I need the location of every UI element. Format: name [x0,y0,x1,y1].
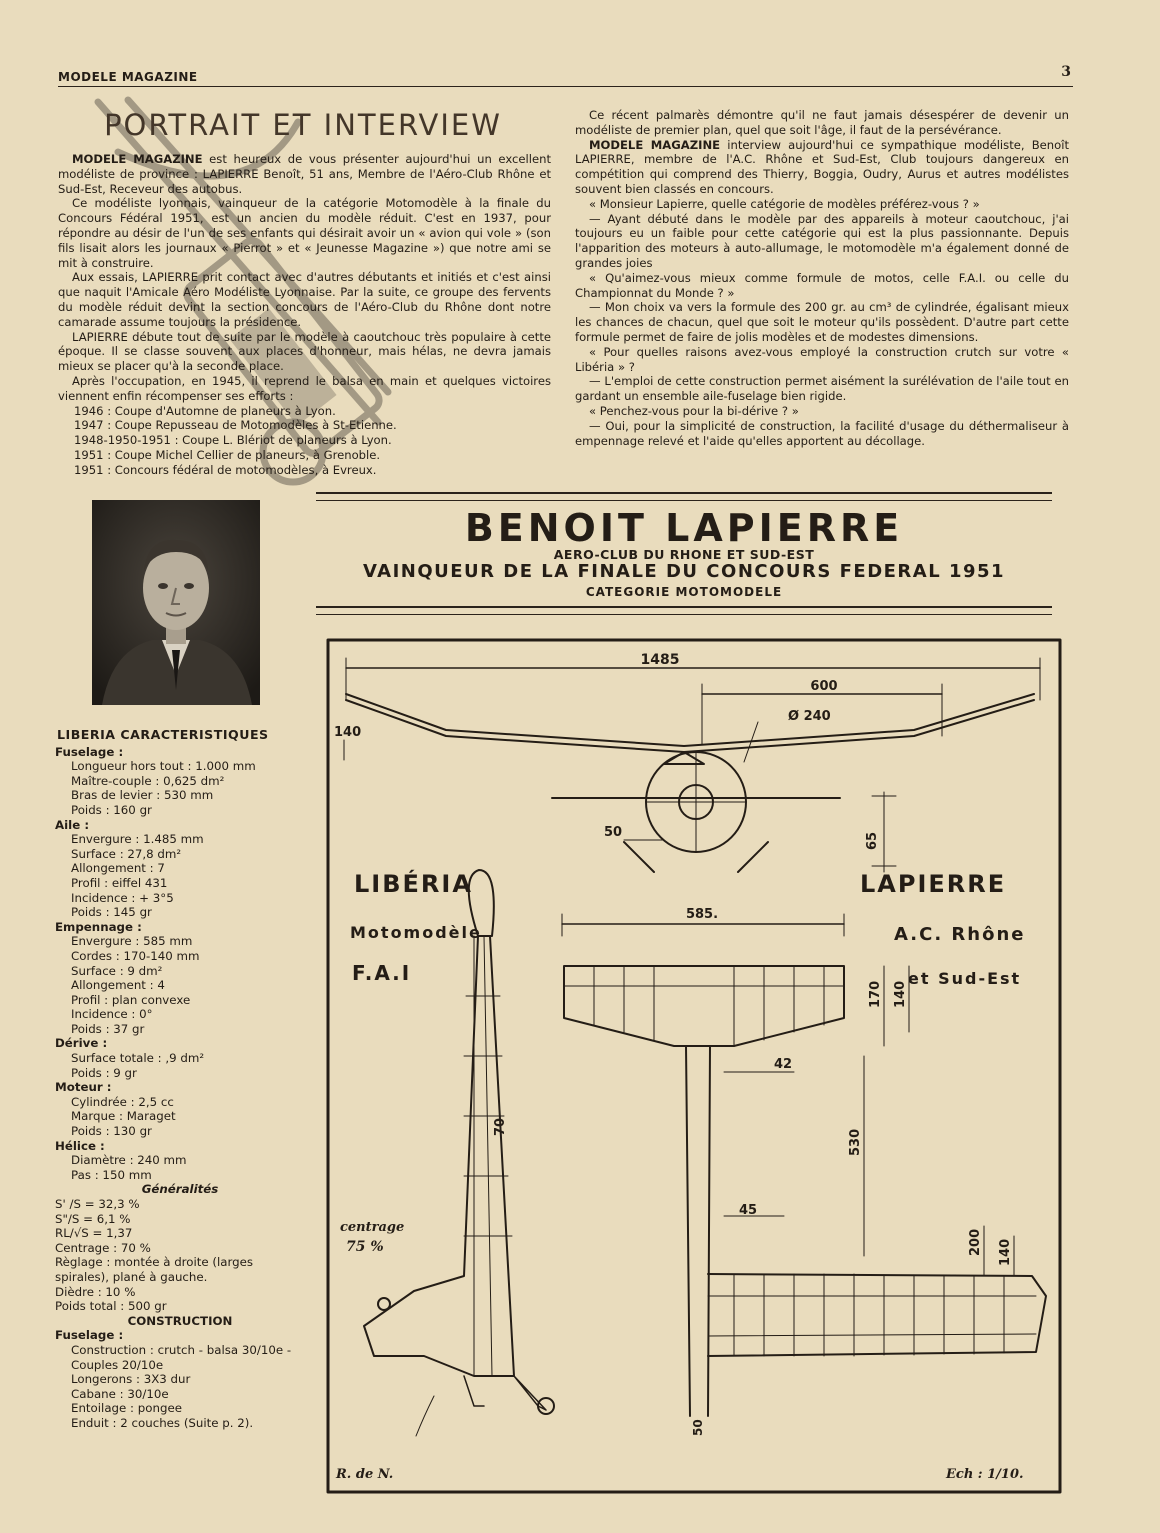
spec-item: Dièdre : 10 % [55,1284,136,1299]
wing-top-view [708,1274,1046,1356]
spec-item: Allongement : 4 [71,978,165,993]
spec-item: Poids : 130 gr [71,1124,152,1139]
spec-item: Poids : 37 gr [71,1021,145,1036]
spec-item: Diamètre : 240 mm [71,1153,187,1168]
centrage-label: centrage [340,1220,405,1235]
question-2: « Qu'aimez-vous mieux comme formule de motos, celle F.A.I. ou celle du Championnat du Monde ? » [575,270,1069,300]
question-1: « Monsieur Lapierre, quelle catégorie de modèles préférez-vous ? » [589,196,980,211]
winner-category: CATEGORIE MOTOMODELE [585,585,783,599]
spec-item: Surface totale : ,9 dm² [71,1051,205,1066]
spec-item: Profil : eiffel 431 [71,875,168,890]
intro-lead: MODELE MAGAZINE [72,152,203,166]
spec-item: Poids : 9 gr [71,1065,137,1080]
fuselage-top-view [686,1046,690,1416]
model-category: Motomodèle [350,923,482,942]
portrait-photo [92,500,260,705]
spec-item: Surface : 9 dm² [71,963,163,978]
spec-item: Entoilage : pongee [71,1401,182,1416]
designer-club: A.C. Rhône [894,924,1026,945]
designer-region: et Sud-Est [908,969,1022,988]
paragraph-2: Ce modéliste lyonnais, vainqueur de la catégorie Motomodèle à la finale du Concours Fédéral 1951, est un ancien du modèle réduit. C'est en 1937, pour répondre au désir de l'un de ses enfants qui désirait avoir un « avion qui vole » (son fils lisait alors les journaux « Pierrot » et « Jeunesse Magazine ») que notre ami se mit à construire. [58,196,551,270]
specs-heading: LIBERIA CARACTERISTIQUES [57,727,269,742]
model-class: F.A.I [352,961,412,985]
spec-group-aile: Aile : [55,817,90,832]
wing-front-view [346,694,1034,746]
dimension-label: 600 [810,679,838,694]
palmares-item: 1947 : Coupe Repusseau de Motomodèles à St-Etienne. [74,418,397,433]
spec-item: Cordes : 170-140 mm [71,948,200,963]
winner-title: VAINQUEUR DE LA FINALE DU CONCOURS FEDERAL 1951 [362,561,1006,582]
article-title: PORTRAIT ET INTERVIEW [104,108,502,142]
r2-lead: MODELE MAGAZINE [589,137,721,152]
palmares-item: 1946 : Coupe d'Automne de planeurs à Lyon. [74,403,336,418]
spec-item: Incidence : 0° [71,1007,153,1022]
spec-item: Centrage : 70 % [55,1240,151,1255]
winner-name: BENOIT LAPIERRE [464,506,904,550]
spec-item: Maître-couple : 0,625 dm² [71,773,225,788]
paragraph-3: Aux essais, LAPIERRE prit contact avec d'autres débutants et initiés et c'est ainsi que naquit l'Amicale Aéro Modéliste Lyonnaise. Par la suite, ce groupe des fervents du modèle réduit devint la section concours de l'Aéro-Club du Rhône dont notre camarade assume toujours la présidence. [58,270,551,329]
model-name: LIBÉRIA [354,870,473,898]
intro-paragraph [58,152,551,196]
spec-group-helice: Hélice : [55,1138,105,1153]
palmares-list [58,404,551,478]
paragraph-r1: Ce récent palmarès démontre qu'il ne faut jamais désespérer de devenir un modéliste de premier plan, quel que soit l'âge, il faut de la persévérance. [575,108,1069,137]
question-4: « Penchez-vous pour la bi-dérive ? » [589,403,799,418]
draughtsman-signature: R. de N. [336,1467,394,1482]
tailplane-top-view [564,966,844,1046]
plan-frame [328,640,1060,1492]
spec-item: Envergure : 1.485 mm [71,832,204,847]
spec-item: Enduit : 2 couches (Suite p. 2). [71,1415,254,1430]
paragraph-r2 [575,138,1069,197]
centrage-value: 75 % [346,1239,384,1255]
dimension-label: 42 [774,1057,793,1072]
specifications-panel [55,728,305,1431]
spec-item: Poids total : 500 gr [55,1299,167,1314]
dimension-label: 140 [334,725,362,740]
dimension-label: 585. [685,907,719,922]
winner-club: AERO-CLUB DU RHONE ET SUD-EST [553,547,815,562]
spec-item: Longueur hors tout : 1.000 mm [71,759,256,774]
banner-rule [316,492,1052,501]
dimension-label: 50 [691,1419,705,1436]
article-left-column [58,152,551,478]
dimension-label: 140 [998,1238,1013,1266]
magazine-name: MODELE MAGAZINE [58,70,198,84]
spec-item: Règlage : montée à droite (larges spirales), plané à gauche. [55,1255,254,1284]
dimension-label: 65 [865,831,880,850]
spec-item: Pas : 150 mm [71,1167,152,1182]
paragraph-4: LAPIERRE débute tout de suite par le modèle à caoutchouc très populaire à cette époque. Il se classe souvent aux places d'honneur, mais hélas, ne devra jamais mieux se placer qu'à la seconde place. [58,329,551,374]
winner-banner [316,492,1052,610]
banner-rule [316,606,1052,615]
spec-item: RL/√S = 1,37 [55,1226,133,1241]
spec-item: Bras de levier : 530 mm [71,788,214,803]
spec-item: Marque : Maraget [71,1109,176,1124]
dimension-label: 50 [604,825,623,840]
spec-item: Allongement : 7 [71,861,165,876]
spec-item: Surface : 27,8 dm² [71,846,182,861]
spec-item: S"/S = 6,1 % [55,1211,131,1226]
dimension-label: 170 [868,980,883,1008]
spec-item: Cabane : 30/10e [71,1386,169,1401]
spec-item: Profil : plan convexe [71,992,191,1007]
palmares-item: 1948-1950-1951 : Coupe L. Blériot de planeurs à Lyon. [74,433,392,448]
spec-group-fuselage-construction: Fuselage : [55,1328,124,1343]
dimension-label: 530 [848,1128,863,1156]
intro-text: est heureux de vous présenter aujourd'hui un excellent modéliste de province : LAPIERRE Benoît, 51 ans, Membre de l'Aéro-Club Rhône et Sud-Est, Receveur des autobus. [58,152,551,196]
spec-item: Poids : 145 gr [71,905,152,920]
spec-group-construction: CONSTRUCTION [127,1313,233,1328]
portrait-image [92,500,260,705]
answer-4: — Oui, pour la simplicité de construction, la facilité d'usage du déthermaliseur à empennage relevé et l'aide qu'elles apportent au décollage. [575,418,1069,448]
dimension-label: 45 [739,1203,758,1218]
question-3: « Pour quelles raisons avez-vous employé la construction crutch sur votre « Libéria » ? [575,344,1069,374]
palmares-item: 1951 : Concours fédéral de motomodèles, à Evreux. [74,462,377,477]
spec-item: Construction : crutch - balsa 30/10e - Couples 20/10e [71,1342,292,1372]
spec-item: Incidence : + 3°5 [71,890,174,905]
dimension-label: 140 [893,980,908,1008]
answer-3: — L'emploi de cette construction permet aisément la surélévation de l'aile tout en gardant un ensemble aile-fuselage bien rigide. [575,374,1069,404]
dimension-label: 200 [968,1228,983,1256]
r2-text: interview aujourd'hui ce sympathique modéliste, Benoît LAPIERRE, membre de l'A.C. Rhône et Sud-Est, Club toujours dangereux en compétition qui comprend des Thierry, Boggia, Oudry, Aurus et autres modélistes souvent bien classés en concours. [575,137,1069,196]
spec-item: S' /S = 32,3 % [55,1197,140,1211]
spec-item: Cylindrée : 2,5 cc [71,1094,174,1109]
spec-group-empennage: Empennage : [55,919,142,934]
paragraph-5: Après l'occupation, en 1945, il reprend le balsa en main et quelques victoires viennent enfin récompenser ses efforts : [58,373,551,403]
palmares-item: 1951 : Coupe Michel Cellier de planeurs, à Grenoble. [74,447,381,462]
page-number: 3 [1061,64,1071,80]
running-header [58,64,1073,87]
dimension-label: 70 [493,1117,508,1136]
spec-item: Envergure : 585 mm [71,934,193,949]
model-plan-drawing [324,636,1064,1496]
spec-group-moteur: Moteur : [55,1080,112,1095]
spec-item: Longerons : 3X3 dur [71,1372,191,1387]
spec-group-fuselage: Fuselage : [55,744,124,759]
dimension-label: Ø 240 [788,709,831,724]
scale-label: Ech : 1/10. [946,1467,1024,1482]
article-right-column [575,108,1069,448]
answer-2: — Mon choix va vers la formule des 200 gr. au cm³ de cylindrée, égalisant mieux les chances de chacun, quel que soit le moteur qu'ils possèdent. D'autre part cette formule permet de faire de jolis modèles et de modestes dimensions. [575,300,1069,344]
spec-group-derive: Dérive : [55,1036,108,1051]
dimension-label: 1485 [640,652,680,668]
answer-1: — Ayant débuté dans le modèle par des appareils à moteur caoutchouc, j'ai toujours eu un faible pour cette catégorie qui est la plus passionnante. Depuis l'apparition des moteurs à auto-allumage, le motomodèle m'a également donné de grandes joies [575,211,1069,270]
landing-wheel [538,1398,554,1414]
designer-name: LAPIERRE [860,870,1007,898]
spec-group-generalites: Généralités [141,1182,219,1197]
spec-item: Poids : 160 gr [71,802,152,817]
